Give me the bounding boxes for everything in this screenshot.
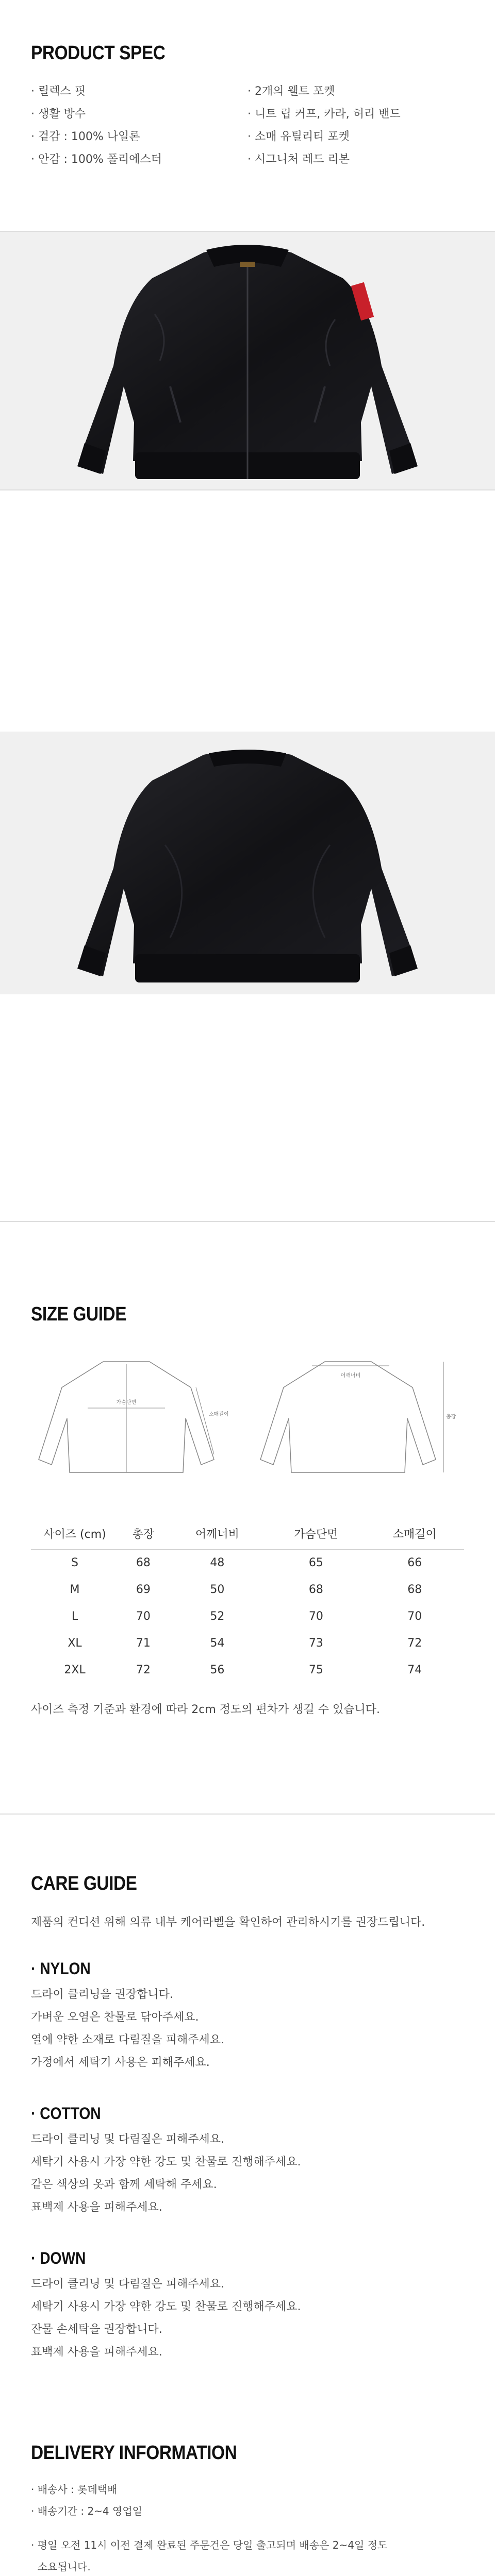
care-line: 가벼운 오염은 찬물로 닦아주세요. [31, 2011, 199, 2024]
care-intro: 제품의 컨디션 위해 의류 내부 케어라벨을 확인하여 관리하시기를 권장드립니다. [31, 1916, 425, 1929]
table-cell: 75 [308, 1663, 323, 1676]
product-spec-section [31, 42, 464, 167]
table-cell: 50 [210, 1583, 225, 1596]
back-length-label: 총장 [446, 1414, 456, 1420]
table-row [31, 1630, 464, 1656]
column-header: 가슴단면 [267, 1518, 365, 1549]
table-cell: 70 [136, 1609, 151, 1623]
spec-item: · 생활 방수 [31, 108, 86, 121]
table-cell: M [70, 1583, 80, 1596]
front-photo [0, 232, 495, 489]
size-guide-title: SIZE GUIDE [31, 1303, 127, 1325]
table-cell: 68 [136, 1556, 151, 1569]
table-cell: 52 [210, 1609, 225, 1623]
care-line: 열에 약한 소재로 다림질을 피해주세요. [31, 2033, 224, 2046]
care-line: 표백제 사용을 피해주세요. [31, 2346, 162, 2359]
back-photo [0, 732, 495, 994]
care-down [31, 2249, 464, 2364]
spec-item: · 안감 : 100% 폴리에스터 [31, 153, 162, 166]
info-line: · 배송기간 : 2~4 영업일 [31, 2505, 142, 2517]
table-cell: S [71, 1556, 78, 1569]
table-cell: XL [68, 1636, 82, 1650]
sleeve-label: 소매길이 [209, 1412, 229, 1417]
spec-item: · 소매 유틸리티 포켓 [248, 130, 350, 143]
shoulder-label: 어깨너비 [340, 1373, 361, 1379]
info-line: · 평일 오전 11시 이전 결제 완료된 주문건은 당일 출고되며 배송은 2~4일 정도 [31, 2539, 388, 2551]
care-nylon [31, 1959, 464, 2074]
table-cell: 68 [407, 1583, 422, 1596]
bomber-jacket-back-image [0, 732, 495, 994]
table-row [31, 1656, 464, 1683]
size-table [31, 1518, 464, 1683]
info-line: 소요됩니다. [31, 2561, 91, 2573]
care-heading: · NYLON [31, 1959, 91, 1978]
table-row [31, 1603, 464, 1630]
column-header: 총장 [119, 1518, 168, 1549]
table-cell: 2XL [64, 1663, 86, 1676]
info-line: · 배송사 : 롯데택배 [31, 2483, 118, 2496]
section-divider [0, 1814, 495, 1815]
care-line: 드라이 클리닝 및 다림질은 피해주세요. [31, 2133, 224, 2146]
section-divider [0, 1221, 495, 1222]
bomber-jacket-front-image [0, 232, 495, 489]
delivery-title: DELIVERY INFORMATION [31, 2442, 237, 2464]
table-cell: 70 [308, 1609, 323, 1623]
size-note: 사이즈 측정 기준과 환경에 따라 2cm 정도의 편차가 생길 수 있습니다. [31, 1703, 381, 1716]
column-header: 소매길이 [366, 1518, 464, 1549]
delivery-section [31, 2442, 464, 2576]
product-spec-title: PRODUCT SPEC [31, 42, 166, 64]
section-divider [0, 489, 495, 490]
spec-list [31, 84, 464, 167]
table-cell: 74 [407, 1663, 422, 1676]
table-cell: 66 [407, 1556, 422, 1569]
care-guide-section [31, 1873, 464, 2364]
table-cell: 68 [308, 1583, 323, 1596]
table-cell: 54 [210, 1636, 225, 1650]
spec-item: · 릴렉스 핏 [31, 85, 86, 98]
spec-item: · 겉감 : 100% 나일론 [31, 130, 140, 143]
spec-item: · 2개의 웰트 포켓 [248, 85, 335, 98]
care-line: 같은 색상의 옷과 함께 세탁해 주세요. [31, 2178, 217, 2191]
care-heading: · COTTON [31, 2104, 101, 2123]
column-header: 어깨너비 [168, 1518, 267, 1549]
table-cell: 65 [308, 1556, 323, 1569]
care-line: 잔물 손세탁을 권장합니다. [31, 2323, 162, 2336]
care-line: 세탁기 사용시 가장 약한 강도 및 찬물로 진행해주세요. [31, 2300, 301, 2313]
care-line: 가정에서 세탁기 사용은 피해주세요. [31, 2056, 210, 2069]
table-row [31, 1576, 464, 1603]
spec-item: · 시그니처 레드 리본 [248, 153, 350, 166]
care-cotton [31, 2104, 464, 2219]
table-cell: 72 [407, 1636, 422, 1650]
care-heading: · DOWN [31, 2249, 86, 2267]
chest-label: 가슴단면 [116, 1400, 137, 1405]
table-cell: 56 [210, 1663, 225, 1676]
column-header: 사이즈 (cm) [31, 1518, 119, 1549]
size-measure-diagram [31, 1346, 464, 1480]
table-cell: 69 [136, 1583, 151, 1596]
care-line: 세탁기 사용시 가장 약한 강도 및 찬물로 진행해주세요. [31, 2156, 301, 2168]
table-cell: 48 [210, 1556, 225, 1569]
care-line: 표백제 사용을 피해주세요. [31, 2201, 162, 2214]
table-cell: 71 [136, 1636, 151, 1650]
table-header-row [31, 1518, 464, 1549]
table-cell: 73 [308, 1636, 323, 1650]
care-line: 드라이 클리닝 및 다림질은 피해주세요. [31, 2278, 224, 2291]
spec-item: · 니트 립 커프, 카라, 허리 밴드 [248, 108, 401, 121]
care-guide-title: CARE GUIDE [31, 1873, 137, 1894]
size-guide-section [31, 1303, 464, 1717]
table-cell: 72 [136, 1663, 151, 1676]
table-cell: L [71, 1609, 78, 1623]
care-line: 드라이 클리닝을 권장합니다. [31, 1988, 174, 2001]
table-row [31, 1549, 464, 1576]
table-cell: 70 [407, 1609, 422, 1623]
